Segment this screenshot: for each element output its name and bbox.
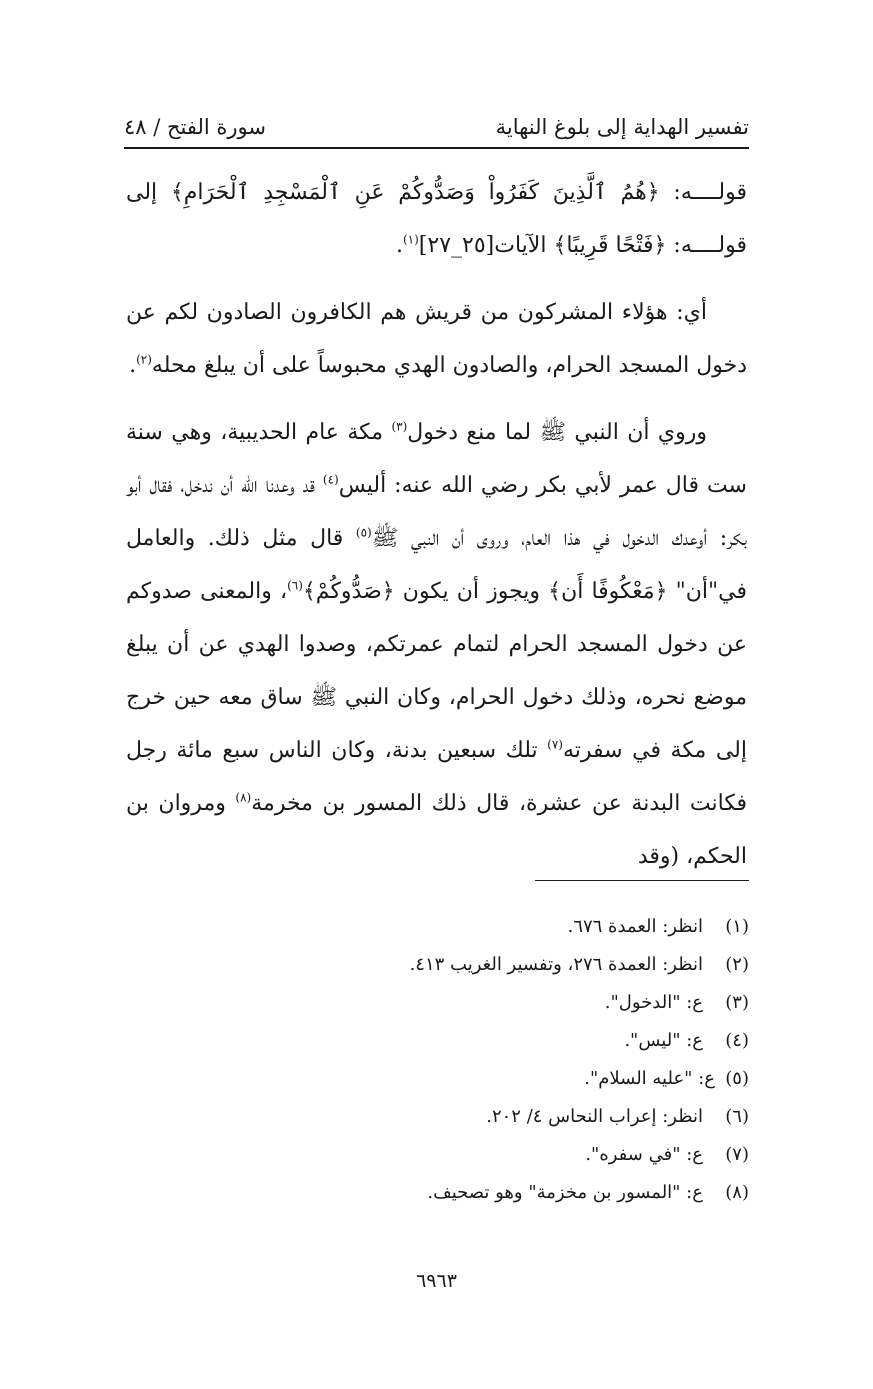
footnote-text: انظر: العمدة ٦٧٦. xyxy=(567,916,703,937)
quran-verse: ﴿صَدُّوكُمْ﴾ xyxy=(302,579,395,604)
footnote-number: (٦) xyxy=(725,1106,749,1127)
footnote-text: ع: "الدخول". xyxy=(604,992,703,1013)
footnote-ref[interactable]: (٨) xyxy=(235,790,252,805)
quran-verse: ﴿مَعْكُوفًا أَن﴾ xyxy=(548,579,668,604)
footnote-item xyxy=(126,946,749,984)
running-header xyxy=(124,106,749,140)
book-title: تفسير الهداية إلى بلوغ النهاية xyxy=(495,114,749,139)
footnote-ref[interactable]: (٣) xyxy=(391,419,408,434)
page-number: ٦٩٦٣ xyxy=(416,1270,457,1292)
footnote-item xyxy=(126,1098,749,1136)
footnote-number: (٥) xyxy=(725,1068,749,1089)
footnote-number: (٧) xyxy=(725,1144,749,1165)
paragraph-narration: وروي أن النبي ﷺ لما منع دخول$^{(٣)}$ مكة عام الحديبية، وهي سنة ست قال عمر لأبي بكر رضي الله عنه: أليس$^{(٤)}$ قد وعدنا الله أن ندخل، فقال أبو بكر: أوعدك الدخول في هذا العام، وروى أن النبي ﷺ$^{(٥)}$ قال مثل ذلك. والعامل في"أن" ﴿مَعْكُوفًا أَن﴾ ويجوز أن يكون ﴿صَدُّوكُمْ﴾$^{(٦)}$، والمعنى صدوكم عن دخول المسجد الحرام لتمام عمرتكم، وصدوا الهدي عن أن يبلغ موضع نحره، وذلك دخول الحرام، وكان النبي ﷺ ساق معه حين خرج إلى مكة في سفرته$^{(٧)}$ تلك سبعين بدنة، وكان الناس سبع مائة رجل فكانت البدنة عن عشرة، قال ذلك المسور بن مخرمة$^{(٨)}$ ومروان بن الحكم، (وقد xyxy=(126,419,747,869)
footnote-text: ع: "ليس". xyxy=(624,1030,703,1051)
footnote-number: (١) xyxy=(725,916,749,937)
footnote-item xyxy=(126,908,749,946)
main-text xyxy=(126,166,747,883)
footnotes-list xyxy=(126,908,749,1212)
footnote-number: (٢) xyxy=(725,954,749,975)
quran-verse: ﴿فَتْحًا قَرِيبًا﴾ xyxy=(553,233,667,258)
footnote-ref[interactable]: (٥) xyxy=(355,525,372,540)
footnote-text: انظر: العمدة ٢٧٦، وتفسير الغريب ٤١٣. xyxy=(409,954,703,975)
footnote-ref[interactable]: (١) xyxy=(402,232,419,247)
footnote-text: ع: "عليه السلام". xyxy=(584,1068,715,1089)
paragraph-explanation: أي: هؤلاء المشركون من قريش هم الكافرون الصادون لكم عن دخول المسجد الحرام، والصادون الهدي محبوساً على أن يبلغ محله$^{(٢)}$. xyxy=(126,300,747,378)
footnote-number: (٤) xyxy=(725,1030,749,1051)
header-rule xyxy=(124,147,749,149)
footnote-text: ع: "في سفره". xyxy=(585,1144,703,1165)
footnote-item xyxy=(126,1060,749,1098)
footnote-ref[interactable]: (٦) xyxy=(287,578,303,593)
footnote-ref[interactable]: (٢) xyxy=(136,352,152,367)
footnote-item xyxy=(126,1136,749,1174)
footnote-ref[interactable]: (٧) xyxy=(547,737,563,752)
paragraph-verse-heading: قولــــه: ﴿هُمُ ٱلَّذِينَ كَفَرُواْ وَصَدُّوكُمْ عَنِ ٱلْمَسْجِدِ ٱلْحَرَامِ﴾ إلى قولــــه: ﴿فَتْحًا قَرِيبًا﴾ الآيات[٢٥_٢٧]$^{(١)}$. xyxy=(126,180,747,258)
footnote-item xyxy=(126,1022,749,1060)
footnote-number: (٣) xyxy=(725,992,749,1013)
footnote-ref[interactable]: (٤) xyxy=(322,472,339,487)
footnote-separator xyxy=(535,880,749,881)
footnote-item xyxy=(126,1174,749,1212)
footnote-number: (٨) xyxy=(725,1182,749,1203)
quran-verse: ﴿هُمُ ٱلَّذِينَ كَفَرُواْ وَصَدُّوكُمْ عَنِ ٱلْمَسْجِدِ ٱلْحَرَامِ﴾ xyxy=(170,180,660,205)
surah-page-label: سورة الفتح / ٤٨ xyxy=(124,114,266,139)
footnote-item xyxy=(126,984,749,1022)
footnote-text: انظر: إعراب النحاس ٤/ ٢٠٢. xyxy=(486,1106,703,1127)
footnote-text: ع: "المسور بن مخزمة" وهو تصحيف. xyxy=(427,1182,703,1203)
